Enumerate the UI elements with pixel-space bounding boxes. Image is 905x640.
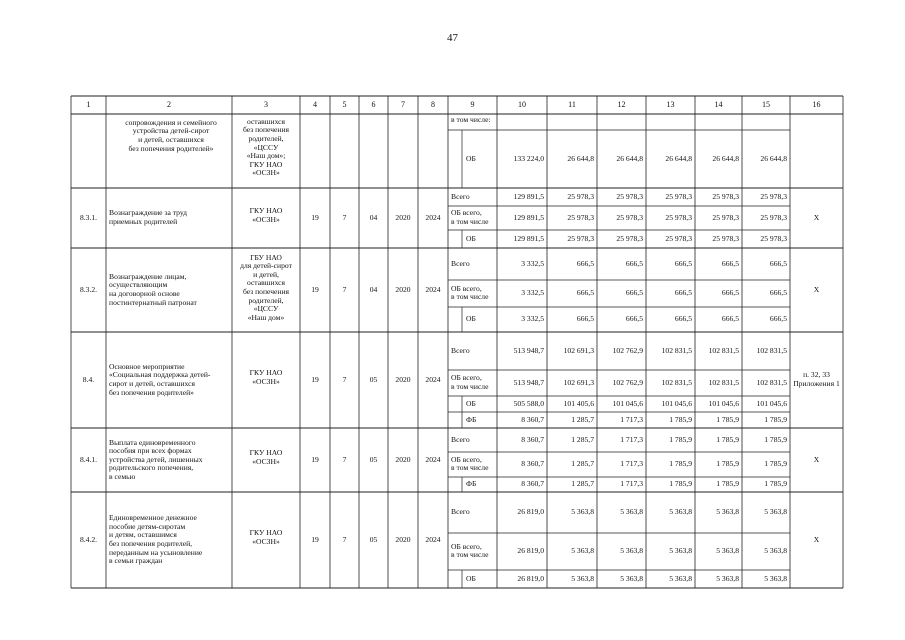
value-cell: 25 978,3 <box>665 212 692 222</box>
line-label <box>466 235 497 244</box>
value-cell: 101 405,6 <box>563 398 594 408</box>
value-cell: 1 785,9 <box>716 434 739 444</box>
value-cell: 5 363,8 <box>716 507 739 517</box>
row-title-line: Основное мероприятие <box>109 361 185 371</box>
value-cell: 101 045,6 <box>708 398 739 408</box>
value-cell: 1 285,7 <box>571 414 594 424</box>
code-cell: 2020 <box>395 212 411 222</box>
header-col-1: 1 <box>86 100 91 109</box>
line-label <box>451 285 496 302</box>
value-cell: 25 978,3 <box>712 212 739 222</box>
value-cell: 5 363,8 <box>716 546 739 556</box>
row-title <box>109 514 229 566</box>
row-executor-line: ГКУ НАО <box>249 206 283 216</box>
value-cell: 5 363,8 <box>571 507 594 517</box>
row-executor <box>232 529 300 546</box>
value-cell: 5 363,8 <box>571 573 594 583</box>
code-cell: 19 <box>311 284 319 294</box>
header-col-16: 16 <box>812 100 821 109</box>
header-col-10: 10 <box>518 100 526 109</box>
value-cell: 513 948,7 <box>513 377 544 387</box>
row-executor-line: без попечения <box>242 125 290 135</box>
line-label-line: в том числе <box>451 550 489 560</box>
row-note <box>790 536 843 545</box>
code-cell: 7 <box>342 454 347 464</box>
line-label-line: в том числе <box>451 463 489 473</box>
line-label <box>466 480 497 489</box>
row-title <box>109 363 229 397</box>
value-cell: 666,5 <box>674 258 692 268</box>
value-cell: 1 785,9 <box>669 459 692 469</box>
value-cell: 5 363,8 <box>620 546 643 556</box>
code-cell: 7 <box>342 534 347 544</box>
code-cell: 04 <box>369 212 378 222</box>
value-cell: 666,5 <box>721 288 739 298</box>
value-cell: 5 363,8 <box>669 507 692 517</box>
line-label <box>451 193 496 202</box>
value-cell: 129 891,5 <box>513 212 544 222</box>
line-label <box>466 155 497 164</box>
code-cell: 2020 <box>395 284 411 294</box>
value-cell: 666,5 <box>576 288 594 298</box>
line-label: в том числе: <box>451 115 491 124</box>
header-col-13: 13 <box>666 100 675 109</box>
value-cell: 666,5 <box>625 288 643 298</box>
row-executor <box>232 207 300 224</box>
code-cell: 7 <box>342 212 347 222</box>
value-cell: 102 831,5 <box>661 377 692 387</box>
row-executor <box>232 254 300 323</box>
value-cell: 1 785,9 <box>669 479 692 489</box>
value-cell: 102 762,9 <box>612 345 643 355</box>
row-title-line: «Социальная поддержка детей- <box>109 370 211 380</box>
value-cell: 1 785,9 <box>669 414 692 424</box>
line-label-line: в том числе <box>451 292 489 302</box>
row-executor <box>232 369 300 386</box>
line-label-line: ОБ <box>466 233 476 243</box>
value-cell: 101 045,6 <box>661 398 692 408</box>
code-cell: 2024 <box>425 534 441 544</box>
row-title <box>109 273 229 307</box>
value-cell: 1 785,9 <box>716 479 739 489</box>
value-cell: 3 332,5 <box>521 288 544 298</box>
row-executor-line: «ОСЗН» <box>252 536 280 546</box>
line-label-line: ОБ <box>466 314 476 324</box>
value-cell: 1 285,7 <box>571 479 594 489</box>
value-cell: 102 691,3 <box>563 345 594 355</box>
row-title-line: без попечения родителей» <box>109 387 194 397</box>
line-label <box>451 374 496 391</box>
row-executor-line: оставшихся <box>246 278 286 288</box>
value-cell: 102 762,9 <box>612 377 643 387</box>
value-cell: 1 717,3 <box>620 459 643 469</box>
row-note-line: Х <box>813 212 820 222</box>
row-executor-line: ГКУ НАО <box>249 159 283 169</box>
value-cell: 129 891,5 <box>513 191 544 201</box>
code-cell: 19 <box>311 534 319 544</box>
value-cell: 666,5 <box>769 288 787 298</box>
line-label <box>466 416 497 425</box>
row-note-line: Приложения 1 <box>793 378 840 388</box>
row-title-line: Вознаграждение за труд <box>109 208 188 218</box>
header-col-12: 12 <box>617 100 626 109</box>
value-cell: 26 644,8 <box>760 153 787 163</box>
row-executor-line: и детей, <box>253 269 279 279</box>
value-cell: 1 785,9 <box>764 434 787 444</box>
value-cell: 1 785,9 <box>716 459 739 469</box>
value-cell: 505 588,0 <box>513 398 544 408</box>
value-cell: 25 978,3 <box>567 233 594 243</box>
row-executor-line: для детей-сирот <box>240 261 292 271</box>
row-note-line: Х <box>813 284 820 294</box>
line-label-line: в том числе <box>451 381 489 391</box>
value-cell: 666,5 <box>721 258 739 268</box>
code-cell: 19 <box>311 454 319 464</box>
code-cell: 2020 <box>395 534 411 544</box>
row-title-line: на договорной основе <box>109 288 180 298</box>
value-cell: 25 978,3 <box>616 233 643 243</box>
line-label-line: ФБ <box>466 479 477 489</box>
row-title <box>109 439 229 482</box>
value-cell: 5 363,8 <box>669 573 692 583</box>
row-title-line: в семьи граждан <box>109 556 163 566</box>
header-col-7: 7 <box>401 100 405 109</box>
value-cell: 26 644,8 <box>712 153 739 163</box>
header-col-8: 8 <box>431 100 435 109</box>
row-executor-line: ГБУ НАО <box>250 252 282 262</box>
row-title-line: и детям, оставшимся <box>109 530 177 540</box>
row-title-line: сопровождения и семейного <box>125 117 217 127</box>
value-cell: 666,5 <box>625 258 643 268</box>
value-cell: 1 785,9 <box>764 459 787 469</box>
value-cell: 102 831,5 <box>708 345 739 355</box>
value-cell: 26 644,8 <box>665 153 692 163</box>
header-col-4: 4 <box>313 100 317 109</box>
value-cell: 666,5 <box>576 258 594 268</box>
code-cell: 2020 <box>395 454 411 464</box>
line-label-line: Всего <box>451 507 470 517</box>
row-executor-line: «ЦССУ <box>253 304 279 314</box>
value-cell: 101 045,6 <box>612 398 643 408</box>
row-title-line: в семью <box>109 471 136 481</box>
code-cell: 7 <box>342 284 347 294</box>
row-title-line: Выплата единовременного <box>109 437 196 447</box>
line-label-line: Всего <box>451 434 470 444</box>
code-cell: 19 <box>311 374 319 384</box>
value-cell: 513 948,7 <box>513 345 544 355</box>
header-col-9: 9 <box>470 100 475 109</box>
value-cell: 5 363,8 <box>620 507 643 517</box>
line-label-line: Всего <box>451 345 470 355</box>
row-executor-line: «ОСЗН» <box>252 456 280 466</box>
row-title-line: без попечения родителей» <box>128 143 214 153</box>
line-label-line: ОБ <box>466 573 476 583</box>
row-executor-line: родителей, <box>248 295 284 305</box>
row-executor-line: родителей, <box>248 134 284 144</box>
value-cell: 666,5 <box>625 314 643 324</box>
value-cell: 8 360,7 <box>521 414 544 424</box>
value-cell: 5 363,8 <box>669 546 692 556</box>
code-cell: 2024 <box>425 212 441 222</box>
value-cell: 25 978,3 <box>760 212 787 222</box>
value-cell: 25 978,3 <box>567 191 594 201</box>
row-title-line: пособия при всех формах <box>109 446 192 456</box>
header-col-14: 14 <box>714 100 723 109</box>
value-cell: 666,5 <box>769 258 787 268</box>
line-label <box>451 508 496 517</box>
row-code: 8.4. <box>82 374 95 384</box>
header-col-2: 2 <box>167 100 171 109</box>
value-cell: 1 785,9 <box>669 434 692 444</box>
value-cell: 26 819,0 <box>517 546 544 556</box>
value-cell: 102 831,5 <box>756 377 787 387</box>
value-cell: 25 978,3 <box>616 191 643 201</box>
row-title-line: Вознаграждение лицам, <box>109 271 187 281</box>
row-executor-line: «ОСЗН» <box>252 168 280 178</box>
row-title-line: пособие детям-сиротам <box>109 521 186 531</box>
row-note-line: Х <box>813 454 820 464</box>
value-cell: 129 891,5 <box>513 233 544 243</box>
value-cell: 25 978,3 <box>665 191 692 201</box>
row-title-line: Единовременное денежное <box>109 513 197 523</box>
value-cell: 25 978,3 <box>616 212 643 222</box>
row-title <box>109 209 229 226</box>
value-cell: 101 045,6 <box>756 398 787 408</box>
line-label-line: ОБ всего, <box>451 541 482 551</box>
value-cell: 25 978,3 <box>567 212 594 222</box>
row-executor-line: «ОСЗН» <box>252 214 280 224</box>
value-cell: 26 819,0 <box>517 507 544 517</box>
line-label-line: в том числе <box>451 216 489 226</box>
value-cell: 3 332,5 <box>521 314 544 324</box>
line-label <box>451 456 496 473</box>
value-cell: 1 717,3 <box>620 479 643 489</box>
value-cell: 5 363,8 <box>571 546 594 556</box>
row-executor-line: без попечения <box>242 286 290 296</box>
row-executor <box>232 118 300 178</box>
row-executor-line: «Наш дом»; <box>246 151 286 161</box>
row-executor-line: ГКУ НАО <box>249 368 283 378</box>
value-cell: 1 785,9 <box>764 414 787 424</box>
row-title-line: переданным на усыновление <box>109 547 203 557</box>
row-title-line: и детей, оставшихся <box>138 134 204 144</box>
line-label <box>451 347 496 356</box>
code-cell: 05 <box>369 454 378 464</box>
value-cell: 1 717,3 <box>620 434 643 444</box>
row-executor-line: «ЦССУ <box>253 142 279 152</box>
row-note <box>790 286 843 295</box>
row-title-line: родительского попечения, <box>109 463 194 473</box>
value-cell: 26 644,8 <box>567 153 594 163</box>
row-note <box>790 371 843 388</box>
value-cell: 5 363,8 <box>716 573 739 583</box>
code-cell: 2024 <box>425 374 441 384</box>
row-note-line: Х <box>813 534 820 544</box>
row-code: 8.3.2. <box>79 284 98 294</box>
value-cell: 8 360,7 <box>521 459 544 469</box>
line-label-line: ОБ всего, <box>451 208 482 218</box>
line-label-line: Всего <box>451 191 470 201</box>
header-col-11: 11 <box>568 100 576 109</box>
value-cell: 102 831,5 <box>661 345 692 355</box>
row-title-line: постинтернатный патронат <box>109 297 197 307</box>
line-label <box>451 436 496 445</box>
line-label-line: ФБ <box>466 414 477 424</box>
code-cell: 05 <box>369 534 378 544</box>
code-cell: 05 <box>369 374 378 384</box>
value-cell: 102 831,5 <box>708 377 739 387</box>
header-col-6: 6 <box>371 100 376 109</box>
value-cell: 25 978,3 <box>665 233 692 243</box>
row-title-line: устройства детей-сирот <box>132 126 210 136</box>
row-executor-line: ГКУ НАО <box>249 448 283 458</box>
value-cell: 25 978,3 <box>760 233 787 243</box>
value-cell: 666,5 <box>674 288 692 298</box>
value-cell: 1 285,7 <box>571 459 594 469</box>
value-cell: 666,5 <box>721 314 739 324</box>
row-note-line: п. 32, 33 <box>803 370 830 380</box>
code-cell: 2024 <box>425 284 441 294</box>
code-cell: 19 <box>311 212 319 222</box>
code-cell: 04 <box>369 284 378 294</box>
value-cell: 666,5 <box>576 314 594 324</box>
row-title-line: приемных родителей <box>109 216 178 226</box>
value-cell: 666,5 <box>674 314 692 324</box>
line-label <box>466 400 497 409</box>
row-title-line: сирот и детей, оставшихся <box>109 378 195 388</box>
value-cell: 25 978,3 <box>712 233 739 243</box>
line-label-line: ОБ всего, <box>451 454 482 464</box>
code-cell: 2024 <box>425 454 441 464</box>
value-cell: 8 360,7 <box>521 479 544 489</box>
row-executor-line: оставшихся <box>246 116 286 126</box>
row-title-line: без попечения родителей, <box>109 538 193 548</box>
line-label-line: ОБ всего, <box>451 283 482 293</box>
line-label-line: ОБ всего, <box>451 373 482 383</box>
row-executor-line: ГКУ НАО <box>249 528 283 538</box>
row-code: 8.4.2. <box>79 534 98 544</box>
value-cell: 8 360,7 <box>521 434 544 444</box>
row-title-line: осуществляющим <box>109 280 168 290</box>
row-note <box>790 214 843 223</box>
row-executor <box>232 449 300 466</box>
line-label-line: Всего <box>451 258 470 268</box>
value-cell: 5 363,8 <box>620 573 643 583</box>
header-col-15: 15 <box>762 100 770 109</box>
value-cell: 1 717,3 <box>620 414 643 424</box>
line-label <box>466 575 497 584</box>
value-cell: 26 819,0 <box>517 573 544 583</box>
value-cell: 1 785,9 <box>764 479 787 489</box>
row-title-line: устройства детей, лишенных <box>109 454 203 464</box>
value-cell: 5 363,8 <box>764 546 787 556</box>
line-label <box>451 543 496 560</box>
value-cell: 133 224,0 <box>513 153 544 163</box>
row-note <box>790 456 843 465</box>
value-cell: 26 644,8 <box>616 153 643 163</box>
value-cell: 102 691,3 <box>563 377 594 387</box>
code-cell: 2020 <box>395 374 411 384</box>
page-number: 47 <box>447 32 458 44</box>
line-label-line: ОБ <box>466 398 476 408</box>
value-cell: 25 978,3 <box>712 191 739 201</box>
line-label <box>451 209 496 226</box>
value-cell: 5 363,8 <box>764 573 787 583</box>
line-label-line: ОБ <box>466 153 476 163</box>
value-cell: 3 332,5 <box>521 258 544 268</box>
value-cell: 1 785,9 <box>716 414 739 424</box>
line-label <box>466 315 497 324</box>
row-executor-line: «Наш дом» <box>247 312 285 322</box>
value-cell: 102 831,5 <box>756 345 787 355</box>
value-cell: 5 363,8 <box>764 507 787 517</box>
row-executor-line: «ОСЗН» <box>252 376 280 386</box>
value-cell: 25 978,3 <box>760 191 787 201</box>
header-col-3: 3 <box>264 100 268 109</box>
row-code: 8.4.1. <box>79 454 98 464</box>
row-code: 8.3.1. <box>79 212 98 222</box>
header-col-5: 5 <box>342 100 347 109</box>
row-title <box>112 119 230 153</box>
line-label <box>451 260 496 269</box>
value-cell: 666,5 <box>769 314 787 324</box>
code-cell: 7 <box>342 374 347 384</box>
value-cell: 1 285,7 <box>571 434 594 444</box>
